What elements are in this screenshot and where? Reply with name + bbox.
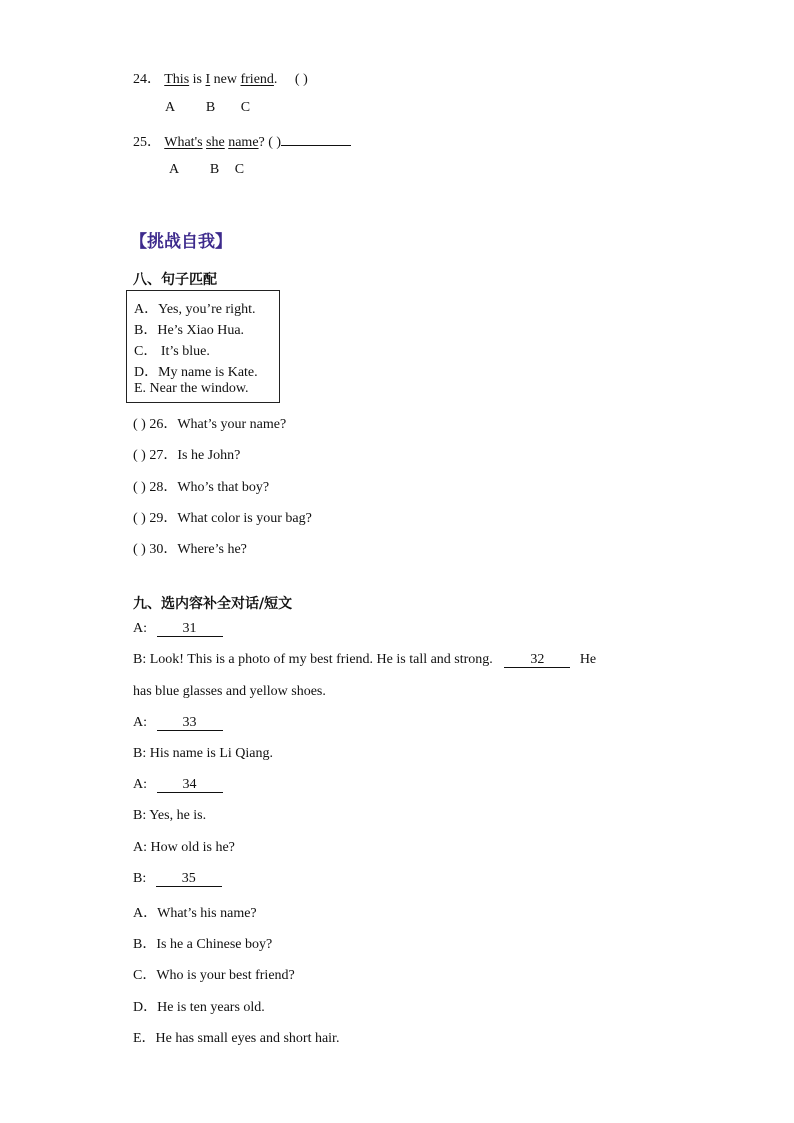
question-24 (133, 68, 308, 88)
dialog-line-8: A: How old is he? (133, 840, 235, 855)
answer-parentheses[interactable]: ( ) (133, 511, 146, 526)
option-c: C． It’s blue. (134, 344, 210, 359)
match-item-29 (133, 507, 312, 527)
choice-labels-24 (165, 100, 250, 116)
match-question: 28．Who’s that boy? (149, 480, 270, 495)
match-question: 29．What color is your bag? (149, 511, 312, 526)
choice-b: B (205, 100, 216, 115)
dialog-line-2 (133, 652, 596, 668)
match-item-30 (133, 538, 247, 558)
answer-blank[interactable] (281, 145, 351, 146)
section-challenge-title: 【挑战自我】 (130, 232, 232, 252)
word-a: What's (164, 135, 203, 150)
section-9-title: 九、选内容补全对话/短文 (133, 596, 293, 612)
choice-a: A (165, 100, 175, 115)
answer-parentheses[interactable]: ( ) (133, 417, 146, 432)
word-b: she (206, 135, 225, 150)
question-25 (133, 131, 351, 151)
question-number: 25． (133, 135, 161, 150)
answer-parentheses[interactable]: ( ) (133, 542, 146, 557)
word-c: name (228, 135, 259, 150)
choice-c: C (234, 162, 245, 177)
blank-32[interactable]: 32 (504, 652, 570, 668)
word-a: This (164, 72, 190, 87)
dialog-line-9 (133, 871, 222, 887)
option-d: D．My name is Kate. (134, 365, 258, 380)
blank-33[interactable]: 33 (157, 715, 223, 731)
dialog-line-5: B: His name is Li Qiang. (133, 746, 273, 761)
question-number: 24． (133, 72, 161, 87)
dialog-text: B: Look! This is a photo of my best friend. He is tall and strong. (133, 652, 493, 667)
fill-option-b: B．Is he a Chinese boy? (133, 937, 273, 952)
fill-option-c: C．Who is your best friend? (133, 968, 295, 983)
speaker: A: (133, 621, 147, 636)
dialog-line-1 (133, 621, 223, 637)
match-item-27 (133, 444, 240, 464)
match-item-26 (133, 413, 286, 433)
match-question: 30．Where’s he? (149, 542, 247, 557)
dialog-line-7: B: Yes, he is. (133, 808, 207, 823)
section-8-title: 八、句子匹配 (133, 272, 217, 288)
fill-option-e: E．He has small eyes and short hair. (133, 1031, 340, 1046)
dialog-text: He (579, 652, 597, 667)
answer-parentheses[interactable]: ( ) (133, 480, 146, 495)
answer-parentheses: ( ) (294, 72, 308, 87)
option-a: A．Yes, you’re right. (134, 302, 256, 317)
punctuation: ? (258, 135, 265, 150)
blank-31[interactable]: 31 (157, 621, 223, 637)
dialog-line-6 (133, 777, 223, 793)
answer-parentheses: ( ) (268, 135, 282, 150)
word-c: friend (240, 72, 274, 87)
choice-a: A (169, 162, 179, 177)
match-item-28 (133, 476, 269, 496)
word: new (213, 72, 237, 87)
fill-option-d: D．He is ten years old. (133, 1000, 265, 1015)
blank-34[interactable]: 34 (157, 777, 223, 793)
word: is (192, 72, 202, 87)
option-e: E. Near the window. (134, 381, 249, 396)
fill-option-a: A．What’s his name? (133, 906, 257, 921)
dialog-line-3: has blue glasses and yellow shoes. (133, 684, 326, 699)
speaker: A: (133, 777, 147, 792)
punctuation: . (273, 72, 278, 87)
match-question: 26．What’s your name? (149, 417, 287, 432)
choice-b: B (209, 162, 220, 177)
word-b: I (205, 72, 211, 87)
speaker: B: (133, 871, 147, 886)
speaker: A: (133, 715, 147, 730)
choice-c: C (240, 100, 251, 115)
matching-options-box (126, 290, 280, 403)
option-b: B．He’s Xiao Hua. (134, 323, 245, 338)
dialog-line-4 (133, 715, 223, 731)
match-question: 27．Is he John? (149, 448, 241, 463)
choice-labels-25 (169, 162, 244, 178)
blank-35[interactable]: 35 (156, 871, 222, 887)
answer-parentheses[interactable]: ( ) (133, 448, 146, 463)
